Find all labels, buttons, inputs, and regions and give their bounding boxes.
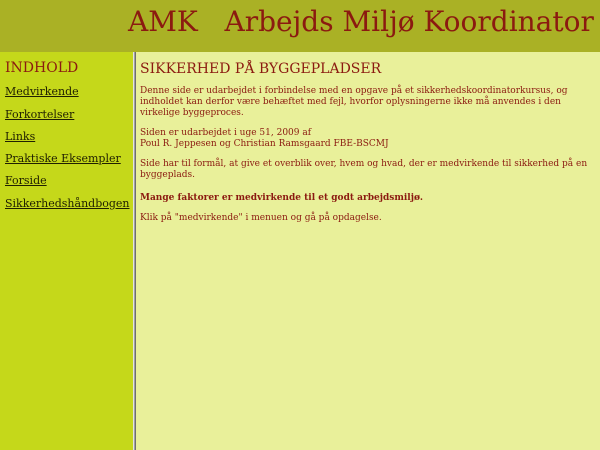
authors-line: Poul R. Jeppesen og Christian Ramsgaard FBE-BSCMJ	[140, 139, 389, 149]
purpose-paragraph: Side har til formål, at give et overblik over, hvem og hvad, der er medvirkende til sikkerhed på en byggeplads.	[140, 159, 588, 180]
nav-link-forkortelser[interactable]: Forkortelser	[5, 108, 75, 121]
page-title: SIKKERHED PÅ BYGGEPLADSER	[140, 61, 382, 77]
intro-paragraph: Denne side er udarbejdet i forbindelse med en opgave på et sikkerhedskoordinatorkursus, og indholdet kan derfor være behæftet med fejl, hvorfor oplysningerne ikke må anvendes i den virkelige byggeproces.	[140, 86, 568, 118]
nav-link-links[interactable]: Links	[5, 130, 36, 143]
frame-divider[interactable]	[133, 52, 136, 450]
sidebar-heading: INDHOLD	[5, 60, 79, 76]
sidebar	[0, 52, 134, 450]
nav-link-medvirkende[interactable]: Medvirkende	[5, 85, 79, 98]
instruction-paragraph: Klik på "medvirkende" i menuen og gå på opdagelse.	[140, 213, 382, 223]
emphasis-paragraph: Mange faktorer er medvirkende til et godt arbejdsmiljø.	[140, 193, 423, 203]
nav-link-forside[interactable]: Forside	[5, 174, 47, 187]
nav-link-praktiske-eksempler[interactable]: Praktiske Eksempler	[5, 152, 121, 165]
date-line: Siden er udarbejdet i uge 51, 2009 af	[140, 128, 312, 138]
site-title: AMK Arbejds Miljø Koordinator	[128, 5, 594, 38]
site-header	[0, 0, 600, 52]
nav-link-sikkerhedshaandbogen[interactable]: Sikkerhedshåndbogen	[5, 197, 130, 210]
